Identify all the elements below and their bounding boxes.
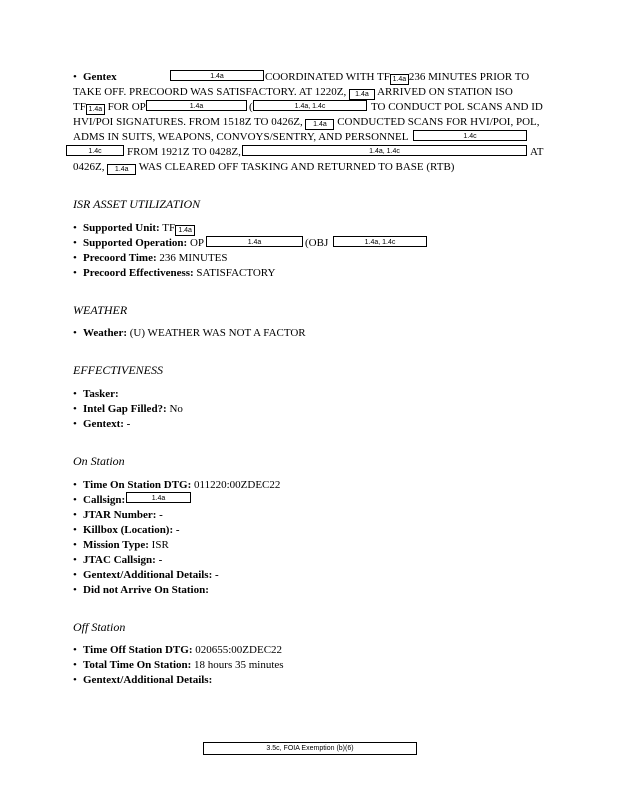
gentex-line-2 [73,85,513,100]
precoord-time-item [73,251,228,265]
redaction-box: 1.4a, 1.4c [253,100,367,111]
jtar-item [73,508,163,522]
supported-operation-value: OP [189,237,205,249]
bullet: • [73,659,77,671]
gentex-text: 0426Z, [73,161,105,173]
off-gentext-label: Gentext/Additional Details: [83,674,213,686]
bullet: • [73,267,77,279]
supported-unit-label: Supported Unit: [83,222,160,234]
redaction-box: 1.4a [390,74,409,85]
bullet: • [73,494,77,506]
effectiveness-heading: EFFECTIVENESS [73,363,163,377]
redaction-box: 1.4a, 1.4c [242,145,527,156]
redaction-box: 1.4a, 1.4c [333,236,427,247]
gentex-text: 236 MINUTES PRIOR TO [408,71,530,83]
bullet: • [73,479,77,491]
bullet: • [73,388,77,400]
time-off-station-item [73,643,282,657]
total-time-item [73,658,284,672]
tasker-label: Tasker: [83,388,119,400]
time-on-station-value: 011220:00ZDEC22 [194,479,281,491]
bullet: • [73,584,77,596]
mission-type-item [73,538,169,552]
time-on-station-label: Time On Station DTG: [83,479,192,491]
mission-type-label: Mission Type: [83,539,149,551]
redaction-box: 1.4a [86,104,105,115]
weather-heading: WEATHER [73,303,128,317]
killbox-item [73,523,180,537]
footer-exemption-box: 3.5c, FOIA Exemption (b)(6) [203,742,417,755]
did-not-arrive-item [73,583,209,597]
callsign-label: Callsign: [83,494,126,506]
gentex-line-7 [73,160,454,175]
isr-heading: ISR ASSET UTILIZATION [73,197,201,211]
gentex-text: ARRIVED ON STATION ISO [377,86,513,98]
supported-operation-obj: (OBJ [305,237,329,249]
gentex-label: Gentex [83,71,117,83]
redaction-box: 1.4c [66,145,124,156]
supported-unit-item [73,221,195,236]
gentex-text: WAS CLEARED OFF TASKING AND RETURNED TO BASE (RTB) [138,161,455,173]
bullet: • [73,403,77,415]
gentex-line-5: ADMS IN SUITS, WEAPONS, CONVOYS/SENTRY, AND PERSONNEL [73,131,409,143]
gentex-line-3 [73,100,146,115]
weather-value: (U) WEATHER WAS NOT A FACTOR [129,327,306,339]
intel-gap-item [73,402,183,416]
bullet: • [73,71,77,83]
tasker-item [73,387,119,401]
gentex-text: FOR OP [107,101,146,113]
precoord-effectiveness-item [73,266,275,280]
redaction-box: 1.4a [146,100,247,111]
callsign-item [73,493,125,507]
intel-gap-label: Intel Gap Filled?: [83,403,167,415]
jtac-callsign-label: JTAC Callsign: - [83,554,163,566]
gentex-text: HVI/POI SIGNATURES. FROM 1518Z TO 0426Z, [73,116,303,128]
precoord-effectiveness-label: Precoord Effectiveness: [83,267,194,279]
gentext-additional-item [73,568,219,582]
gentex-text: COORDINATED WITH TF [265,71,390,83]
intel-gap-value: No [169,403,183,415]
redaction-box: 1.4a [175,225,195,236]
jtac-callsign-item [73,553,162,567]
bullet: • [73,222,77,234]
time-on-station-item [73,478,280,492]
weather-item [73,326,306,340]
supported-unit-value: TF [162,222,176,234]
gentex-line-4 [73,115,540,130]
gentex-paren: ( [249,101,253,113]
supported-operation-label: Supported Operation: [83,237,188,249]
gentex-text: TAKE OFF. PRECOORD WAS SATISFACTORY. AT 1220Z, [73,86,347,98]
gentex-line-6: FROM 1921Z TO 0428Z, [127,146,241,158]
gentext-item [73,417,130,431]
time-off-station-label: Time Off Station DTG: [83,644,193,656]
supported-operation-item [73,236,204,250]
total-time-value: 18 hours 35 minutes [194,659,284,671]
did-not-arrive-label: Did not Arrive On Station: [83,584,209,596]
gentex-line-1 [73,70,117,84]
jtar-label: JTAR Number: - [83,509,163,521]
redaction-box: 1.4a [107,164,136,175]
bullet: • [73,237,77,249]
bullet: • [73,554,77,566]
bullet: • [73,569,77,581]
off-station-heading: Off Station [73,620,126,634]
total-time-label: Total Time On Station: [83,659,192,671]
gentext-additional-label: Gentext/Additional Details: - [83,569,219,581]
gentex-text: TF [73,101,86,113]
gentex-text: CONDUCTED SCANS FOR HVI/POI, POL, [337,116,540,128]
precoord-time-value: 236 MINUTES [159,252,228,264]
mission-type-value: ISR [151,539,169,551]
redaction-box: 1.4a [206,236,303,247]
bullet: • [73,252,77,264]
bullet: • [73,644,77,656]
bullet: • [73,509,77,521]
redaction-box: 1.4a [126,492,191,503]
gentex-text: AT [530,146,544,158]
gentex-text: TO CONDUCT POL SCANS AND ID [371,101,543,113]
weather-label: Weather: [83,327,127,339]
redaction-box: 1.4a [170,70,264,81]
bullet: • [73,327,77,339]
on-station-heading: On Station [73,454,125,468]
precoord-effectiveness-value: SATISFACTORY [196,267,276,279]
redaction-box: 1.4a [305,119,334,130]
gentext-label: Gentext: - [83,418,131,430]
gentex-line-1-text [265,70,529,85]
bullet: • [73,524,77,536]
off-gentext-item [73,673,212,687]
killbox-label: Killbox (Location): - [83,524,180,536]
bullet: • [73,418,77,430]
time-off-station-value: 020655:00ZDEC22 [195,644,283,656]
redaction-box: 1.4a [349,89,375,100]
precoord-time-label: Precoord Time: [83,252,157,264]
bullet: • [73,539,77,551]
bullet: • [73,674,77,686]
redaction-box: 1.4c [413,130,527,141]
